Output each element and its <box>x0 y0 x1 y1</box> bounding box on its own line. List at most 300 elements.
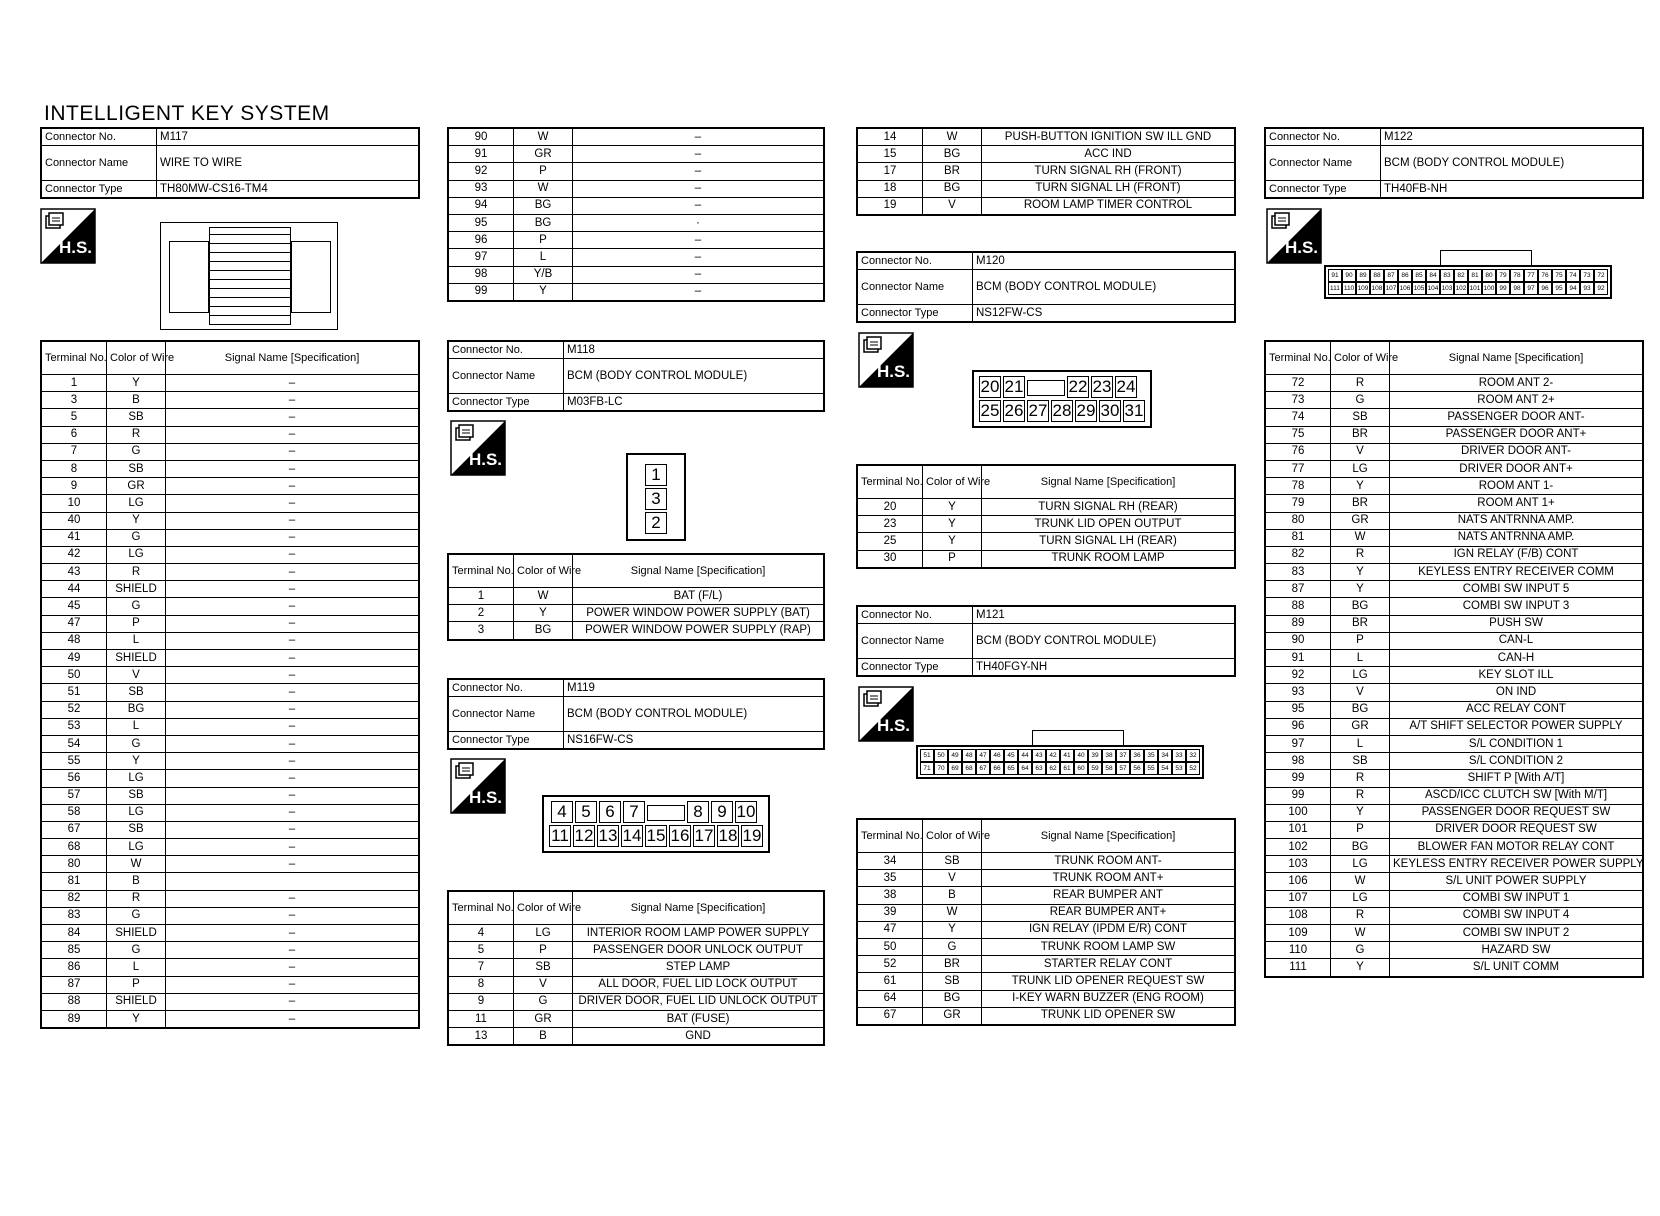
terminal-cell: 101 <box>1265 821 1331 838</box>
terminal-cell: 108 <box>1265 907 1331 924</box>
terminal-cell: 15 <box>857 146 923 163</box>
m120-connector-no: M120 <box>973 252 1236 270</box>
table-row <box>1265 701 1643 718</box>
page-title: INTELLIGENT KEY SYSTEM <box>44 102 330 125</box>
wire-color-cell: L <box>1331 735 1390 752</box>
table-row <box>448 942 824 959</box>
wire-color-cell: BG <box>923 180 982 197</box>
wire-color-cell: BG <box>514 214 573 231</box>
table-row <box>448 180 824 197</box>
signal-name-cell: PUSH SW <box>1390 615 1644 632</box>
signal-name-cell: – <box>166 684 420 701</box>
wire-color-cell: Y <box>1331 581 1390 598</box>
signal-name-cell: ACC RELAY CONT <box>1390 701 1644 718</box>
m118-connector-no: M118 <box>564 341 825 359</box>
table-row <box>1265 615 1643 632</box>
connector-pin: 21 <box>1004 377 1024 396</box>
table-row <box>1265 684 1643 701</box>
wire-color-cell: LG <box>107 839 166 856</box>
signal-name-cell: – <box>166 735 420 752</box>
table-row <box>41 959 419 976</box>
terminal-cell: 58 <box>41 804 107 821</box>
wire-color-cell: W <box>107 856 166 873</box>
connector-pin: 68 <box>962 762 976 775</box>
terminal-cell: 7 <box>448 959 514 976</box>
table-row <box>41 735 419 752</box>
table-row <box>1265 804 1643 821</box>
label-connector-no: Connector No. <box>448 341 564 359</box>
terminal-cell: 94 <box>448 197 514 214</box>
signal-name-cell: – <box>166 564 420 581</box>
wire-color-cell: LG <box>107 495 166 512</box>
signal-name-cell: – <box>166 753 420 770</box>
terminal-cell: 85 <box>41 942 107 959</box>
terminal-cell: 44 <box>41 581 107 598</box>
terminal-cell: 91 <box>1265 650 1331 667</box>
connector-pin: 46 <box>990 749 1004 762</box>
wire-color-cell: W <box>514 588 573 605</box>
connector-pin: 18 <box>718 826 738 845</box>
table-row <box>41 701 419 718</box>
table-row <box>1265 873 1643 890</box>
connector-pin: 37 <box>1116 749 1130 762</box>
connector-pin: 105 <box>1412 282 1426 295</box>
wire-color-cell: SB <box>923 973 982 990</box>
signal-name-cell: ROOM ANT 2- <box>1390 375 1644 392</box>
table-row <box>448 266 824 283</box>
hs-icon <box>450 420 506 476</box>
table-row <box>1265 546 1643 563</box>
signal-name-cell: KEY SLOT ILL <box>1390 667 1644 684</box>
connector-pin: 45 <box>1004 749 1018 762</box>
table-row <box>41 976 419 993</box>
wire-color-cell: BG <box>1331 598 1390 615</box>
signal-name-cell: PUSH-BUTTON IGNITION SW ILL GND <box>982 128 1236 146</box>
signal-name-cell: IGN RELAY (IPDM E/R) CONT <box>982 921 1236 938</box>
wire-color-cell: GR <box>107 478 166 495</box>
signal-name-cell: S/L CONDITION 1 <box>1390 735 1644 752</box>
terminal-cell: 52 <box>857 956 923 973</box>
m117-info <box>40 127 420 199</box>
signal-name-cell: – <box>166 787 420 804</box>
terminal-cell: 98 <box>448 266 514 283</box>
terminal-cell: 18 <box>857 180 923 197</box>
signal-name-cell: – <box>166 478 420 495</box>
signal-name-cell <box>166 873 420 890</box>
signal-name-cell: COMBI SW INPUT 5 <box>1390 581 1644 598</box>
wire-color-cell: V <box>107 667 166 684</box>
connector-pin: 24 <box>1116 377 1136 396</box>
connector-pin: 4 <box>551 801 573 823</box>
wire-color-cell: V <box>923 870 982 887</box>
wire-color-cell: W <box>1331 873 1390 890</box>
table-row <box>857 921 1235 938</box>
signal-name-cell: BAT (FUSE) <box>573 1010 825 1027</box>
signal-name-cell: – <box>166 426 420 443</box>
connector-pin: 88 <box>1370 269 1384 282</box>
table-row <box>1265 942 1643 959</box>
hs-label: H.S. <box>468 450 502 469</box>
signal-name-cell: – <box>166 409 420 426</box>
table-row <box>41 821 419 838</box>
col-color: Color of Wire <box>923 465 982 499</box>
connector-pin: 42 <box>1046 749 1060 762</box>
terminal-cell: 75 <box>1265 426 1331 443</box>
table-row <box>1265 460 1643 477</box>
wire-color-cell: P <box>1331 821 1390 838</box>
wire-color-cell: P <box>514 232 573 249</box>
terminal-cell: 25 <box>857 533 923 550</box>
connector-pin: 22 <box>1068 377 1088 396</box>
terminal-cell: 95 <box>1265 701 1331 718</box>
wire-color-cell: Y <box>1331 564 1390 581</box>
connector-pin: 62 <box>1046 762 1060 775</box>
signal-name-cell: TRUNK LID OPEN OUTPUT <box>982 516 1236 533</box>
signal-name-cell: – <box>166 907 420 924</box>
connector-pin: 6 <box>599 801 621 823</box>
hs-icon <box>858 332 914 388</box>
terminal-cell: 90 <box>1265 632 1331 649</box>
table-row <box>41 942 419 959</box>
m121-connector-diagram <box>916 730 1204 779</box>
connector-pin: 8 <box>687 801 709 823</box>
table-row <box>41 993 419 1010</box>
signal-name-cell: – <box>573 197 825 214</box>
connector-pin: 75 <box>1552 269 1566 282</box>
terminal-cell: 72 <box>1265 375 1331 392</box>
signal-name-cell: KEYLESS ENTRY RECEIVER COMM <box>1390 564 1644 581</box>
signal-name-cell: I-KEY WARN BUZZER (ENG ROOM) <box>982 990 1236 1007</box>
connector-pin: 55 <box>1144 762 1158 775</box>
table-row <box>41 443 419 460</box>
wire-color-cell: B <box>514 1028 573 1046</box>
table-row <box>448 128 824 146</box>
signal-name-cell: ROOM ANT 2+ <box>1390 392 1644 409</box>
wire-color-cell: G <box>107 598 166 615</box>
terminal-cell: 48 <box>41 632 107 649</box>
terminal-cell: 47 <box>41 615 107 632</box>
col-terminal: Terminal No. <box>448 554 514 588</box>
wire-color-cell: Y <box>107 375 166 392</box>
signal-name-cell: ON IND <box>1390 684 1644 701</box>
connector-pin: 71 <box>920 762 934 775</box>
wire-color-cell: Y <box>1331 478 1390 495</box>
terminal-cell: 99 <box>1265 787 1331 804</box>
connector-pin: 32 <box>1186 749 1200 762</box>
terminal-cell: 53 <box>41 718 107 735</box>
connector-pin: 31 <box>1124 401 1144 420</box>
label-connector-name: Connector Name <box>448 359 564 394</box>
wire-color-cell: R <box>107 890 166 907</box>
hs-label: H.S. <box>1284 238 1318 257</box>
connector-lock-tab <box>1027 380 1065 396</box>
table-row <box>1265 770 1643 787</box>
terminal-cell: 67 <box>41 821 107 838</box>
terminal-cell: 89 <box>41 1010 107 1028</box>
wire-color-cell: BR <box>1331 426 1390 443</box>
signal-name-cell: NATS ANTRNNA AMP. <box>1390 512 1644 529</box>
terminal-cell: 34 <box>857 853 923 870</box>
m119-connector-no: M119 <box>564 679 825 697</box>
terminal-cell: 5 <box>448 942 514 959</box>
wire-color-cell: Y <box>923 921 982 938</box>
connector-pin: 39 <box>1088 749 1102 762</box>
m117-connector-no: M117 <box>157 128 420 146</box>
connector-pin: 2 <box>645 512 667 534</box>
label-connector-name: Connector Name <box>857 624 973 659</box>
signal-name-cell: – <box>166 942 420 959</box>
table-row <box>857 990 1235 1007</box>
wire-color-cell: BR <box>1331 495 1390 512</box>
table-row <box>1265 925 1643 942</box>
label-connector-type: Connector Type <box>1265 181 1381 199</box>
wire-color-cell: SB <box>107 787 166 804</box>
hs-icon <box>450 758 506 814</box>
col-color: Color of Wire <box>514 554 573 588</box>
wire-color-cell: R <box>107 426 166 443</box>
connector-pin: 77 <box>1524 269 1538 282</box>
wire-color-cell: R <box>1331 375 1390 392</box>
terminal-cell: 9 <box>448 993 514 1010</box>
terminal-cell: 47 <box>857 921 923 938</box>
label-connector-type: Connector Type <box>448 732 564 750</box>
table-row <box>41 564 419 581</box>
m120-signal-table <box>856 464 1236 569</box>
connector-pin: 69 <box>948 762 962 775</box>
m117-signal-table <box>40 340 420 1029</box>
table-row <box>857 499 1235 516</box>
signal-name-cell: – <box>166 581 420 598</box>
terminal-cell: 81 <box>41 873 107 890</box>
wire-color-cell: BG <box>1331 701 1390 718</box>
table-row <box>1265 667 1643 684</box>
signal-name-cell: ASCD/ICC CLUTCH SW [With M/T] <box>1390 787 1644 804</box>
terminal-cell: 13 <box>448 1028 514 1046</box>
wire-color-cell: GR <box>923 1007 982 1025</box>
wire-color-cell: Y <box>107 753 166 770</box>
wire-color-cell: W <box>514 180 573 197</box>
connector-pin: 30 <box>1100 401 1120 420</box>
terminal-cell: 88 <box>41 993 107 1010</box>
table-row <box>41 1010 419 1028</box>
wire-color-cell: Y <box>1331 804 1390 821</box>
wire-color-cell: G <box>107 529 166 546</box>
wire-color-cell: R <box>1331 546 1390 563</box>
wire-color-cell: BG <box>514 622 573 640</box>
terminal-cell: 77 <box>1265 460 1331 477</box>
terminal-cell: 42 <box>41 546 107 563</box>
signal-name-cell: COMBI SW INPUT 1 <box>1390 890 1644 907</box>
signal-name-cell: PASSENGER DOOR REQUEST SW <box>1390 804 1644 821</box>
table-row <box>1265 375 1643 392</box>
table-row <box>448 249 824 266</box>
wire-color-cell: Y <box>923 516 982 533</box>
terminal-cell: 106 <box>1265 873 1331 890</box>
signal-name-cell: ROOM LAMP TIMER CONTROL <box>982 197 1236 215</box>
terminal-cell: 79 <box>1265 495 1331 512</box>
table-row <box>857 887 1235 904</box>
terminal-cell: 82 <box>41 890 107 907</box>
wire-color-cell: L <box>1331 650 1390 667</box>
table-row <box>1265 426 1643 443</box>
col-signal: Signal Name [Specification] <box>982 819 1236 853</box>
table-row <box>448 146 824 163</box>
m119-cont-table <box>856 127 1236 216</box>
wire-color-cell: W <box>923 904 982 921</box>
connector-pin: 63 <box>1032 762 1046 775</box>
terminal-cell: 40 <box>41 512 107 529</box>
table-row <box>857 180 1235 197</box>
wire-color-cell: L <box>107 632 166 649</box>
table-row <box>41 753 419 770</box>
hs-label: H.S. <box>468 788 502 807</box>
signal-name-cell: – <box>166 856 420 873</box>
wire-color-cell: LG <box>1331 890 1390 907</box>
signal-name-cell: S/L UNIT POWER SUPPLY <box>1390 873 1644 890</box>
connector-pin: 79 <box>1496 269 1510 282</box>
connector-pin: 29 <box>1076 401 1096 420</box>
table-row <box>1265 787 1643 804</box>
m120-info <box>856 251 1236 323</box>
signal-name-cell: BLOWER FAN MOTOR RELAY CONT <box>1390 839 1644 856</box>
table-row <box>41 632 419 649</box>
table-row <box>857 163 1235 180</box>
table-row <box>1265 495 1643 512</box>
connector-pin: 94 <box>1566 282 1580 295</box>
label-connector-no: Connector No. <box>41 128 157 146</box>
m122-info <box>1264 127 1644 199</box>
signal-name-cell: POWER WINDOW POWER SUPPLY (RAP) <box>573 622 825 640</box>
wire-color-cell: V <box>1331 443 1390 460</box>
connector-pin: 85 <box>1412 269 1426 282</box>
terminal-cell: 96 <box>1265 718 1331 735</box>
connector-pin: 93 <box>1580 282 1594 295</box>
signal-name-cell: – <box>166 1010 420 1028</box>
wire-color-cell: G <box>107 735 166 752</box>
wire-color-cell: BG <box>107 701 166 718</box>
connector-pin: 81 <box>1468 269 1482 282</box>
table-row <box>1265 735 1643 752</box>
connector-pin: 98 <box>1510 282 1524 295</box>
signal-name-cell: – <box>166 821 420 838</box>
wire-color-cell: B <box>107 392 166 409</box>
signal-name-cell: – <box>573 146 825 163</box>
table-row <box>1265 598 1643 615</box>
signal-name-cell: – <box>166 959 420 976</box>
m117-connector-diagram <box>160 222 338 330</box>
wire-color-cell: G <box>923 938 982 955</box>
m121-connector-type: TH40FGY-NH <box>973 659 1236 677</box>
terminal-cell: 43 <box>41 564 107 581</box>
signal-name-cell: PASSENGER DOOR ANT- <box>1390 409 1644 426</box>
wire-color-cell: Y <box>514 283 573 301</box>
connector-pin: 57 <box>1116 762 1130 775</box>
wire-color-cell: Y <box>514 605 573 622</box>
table-row <box>448 283 824 301</box>
terminal-cell: 98 <box>1265 753 1331 770</box>
col-color: Color of Wire <box>923 819 982 853</box>
terminal-cell: 41 <box>41 529 107 546</box>
signal-name-cell: – <box>166 529 420 546</box>
table-row <box>41 856 419 873</box>
table-row <box>1265 718 1643 735</box>
connector-pin: 76 <box>1538 269 1552 282</box>
signal-name-cell: – <box>166 804 420 821</box>
terminal-cell: 54 <box>41 735 107 752</box>
signal-name-cell: – <box>573 266 825 283</box>
connector-pin: 52 <box>1186 762 1200 775</box>
terminal-cell: 82 <box>1265 546 1331 563</box>
wire-color-cell: SHIELD <box>107 993 166 1010</box>
signal-name-cell: ROOM ANT 1+ <box>1390 495 1644 512</box>
connector-pin: 102 <box>1454 282 1468 295</box>
m117-connector-name: WIRE TO WIRE <box>157 146 420 181</box>
terminal-cell: 45 <box>41 598 107 615</box>
terminal-cell: 99 <box>1265 770 1331 787</box>
signal-name-cell: – <box>166 993 420 1010</box>
terminal-cell: 88 <box>1265 598 1331 615</box>
wire-color-cell: Y <box>1331 959 1390 977</box>
terminal-cell: 10 <box>41 495 107 512</box>
connector-pin: 67 <box>976 762 990 775</box>
hs-label: H.S. <box>58 238 92 257</box>
signal-name-cell: TRUNK ROOM ANT- <box>982 853 1236 870</box>
table-row <box>1265 409 1643 426</box>
table-row <box>448 214 824 231</box>
m121-connector-name: BCM (BODY CONTROL MODULE) <box>973 624 1236 659</box>
terminal-cell: 99 <box>448 283 514 301</box>
signal-name-cell: – <box>573 163 825 180</box>
terminal-cell: 2 <box>448 605 514 622</box>
connector-pin: 40 <box>1074 749 1088 762</box>
signal-name-cell: – <box>166 650 420 667</box>
table-row <box>448 588 824 605</box>
table-row <box>857 533 1235 550</box>
connector-pin: 17 <box>694 826 714 845</box>
wire-color-cell: B <box>107 873 166 890</box>
connector-pin: 23 <box>1092 377 1112 396</box>
label-connector-type: Connector Type <box>857 305 973 323</box>
m122-connector-type: TH40FB-NH <box>1381 181 1644 199</box>
table-row <box>1265 839 1643 856</box>
m122-signal-table <box>1264 340 1644 978</box>
connector-pin: 91 <box>1328 269 1342 282</box>
connector-pin: 87 <box>1384 269 1398 282</box>
terminal-cell: 90 <box>448 128 514 146</box>
table-row <box>448 622 824 640</box>
terminal-cell: 78 <box>1265 478 1331 495</box>
signal-name-cell: INTERIOR ROOM LAMP POWER SUPPLY <box>573 925 825 942</box>
table-row <box>857 904 1235 921</box>
wire-color-cell: Y <box>107 512 166 529</box>
terminal-cell: 8 <box>41 460 107 477</box>
signal-name-cell: DRIVER DOOR REQUEST SW <box>1390 821 1644 838</box>
wire-color-cell: V <box>923 197 982 215</box>
terminal-cell: 67 <box>857 1007 923 1025</box>
connector-pin: 53 <box>1172 762 1186 775</box>
table-row <box>41 426 419 443</box>
hs-label: H.S. <box>876 716 910 735</box>
terminal-cell: 97 <box>1265 735 1331 752</box>
signal-name-cell: CAN-H <box>1390 650 1644 667</box>
table-row <box>857 870 1235 887</box>
table-row <box>857 197 1235 215</box>
table-row <box>1265 890 1643 907</box>
label-connector-no: Connector No. <box>857 606 973 624</box>
table-row <box>1265 632 1643 649</box>
terminal-cell: 30 <box>857 550 923 568</box>
connector-pin: 1 <box>645 464 667 486</box>
